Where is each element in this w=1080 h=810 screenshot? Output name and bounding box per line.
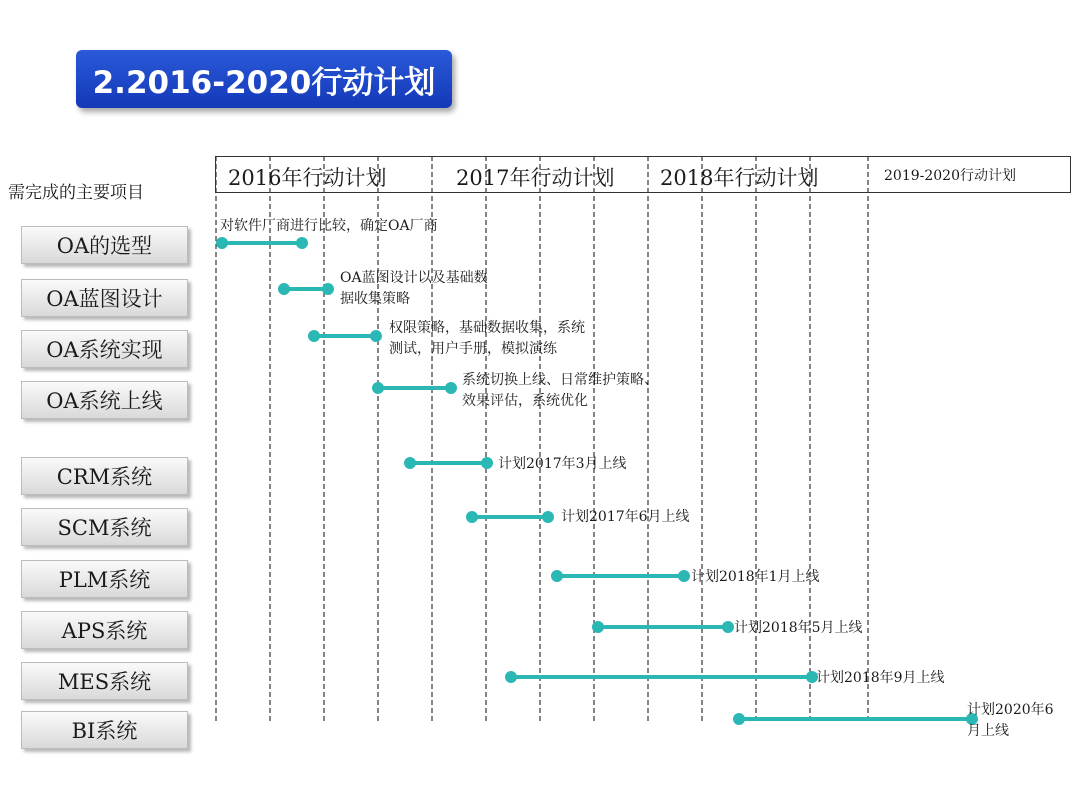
- annotation-mes: 计划2018年9月上线: [816, 670, 945, 686]
- project-oa-selection[interactable]: OA的选型: [21, 226, 188, 264]
- bar-crm: [406, 459, 491, 467]
- project-oa-launch[interactable]: OA系统上线: [21, 381, 188, 419]
- annotation-oa-launch: 系统切换上线、日常维护策略、 效果评估，系统优化: [462, 372, 658, 409]
- bar-aps: [594, 623, 732, 631]
- annotation-plm: 计划2018年1月上线: [691, 569, 820, 585]
- project-aps[interactable]: APS系统: [21, 611, 188, 649]
- bar-plm: [553, 572, 688, 580]
- task-bars: [218, 239, 976, 723]
- annotation-oa-selection: 对软件厂商进行比较，确定OA厂商: [220, 218, 438, 234]
- project-plm[interactable]: PLM系统: [21, 560, 188, 598]
- project-oa-implementation[interactable]: OA系统实现: [21, 330, 188, 368]
- year-label-2016: 2016年行动计划: [228, 166, 387, 190]
- annotation-scm: 计划2017年6月上线: [561, 509, 690, 525]
- page-title: 2.2016-2020行动计划: [76, 50, 452, 108]
- bar-bi: [735, 715, 976, 723]
- annotation-crm: 计划2017年3月上线: [498, 456, 627, 472]
- annotation-oa-blueprint: OA蓝图设计以及基础数 据收集策略: [340, 270, 488, 307]
- bar-oa-selection: [218, 239, 306, 247]
- annotation-bi: 计划2020年6 月上线: [967, 702, 1054, 739]
- project-mes[interactable]: MES系统: [21, 662, 188, 700]
- bar-mes: [507, 673, 816, 681]
- bar-oa-launch: [374, 384, 455, 392]
- project-oa-blueprint[interactable]: OA蓝图设计: [21, 279, 188, 317]
- annotation-oa-implementation: 权限策略，基础数据收集，系统 测试，用户手册，模拟演练: [389, 320, 585, 357]
- project-crm[interactable]: CRM系统: [21, 457, 188, 495]
- year-label-2019-2020: 2019-2020行动计划: [884, 168, 1016, 184]
- year-label-2017: 2017年行动计划: [456, 166, 615, 190]
- project-bi[interactable]: BI系统: [21, 711, 188, 749]
- bar-oa-blueprint: [280, 285, 332, 293]
- project-scm[interactable]: SCM系统: [21, 508, 188, 546]
- section-label: 需完成的主要项目: [8, 183, 144, 203]
- year-label-2018: 2018年行动计划: [660, 166, 819, 190]
- bar-oa-implementation: [310, 332, 380, 340]
- annotation-aps: 计划2018年5月上线: [734, 620, 863, 636]
